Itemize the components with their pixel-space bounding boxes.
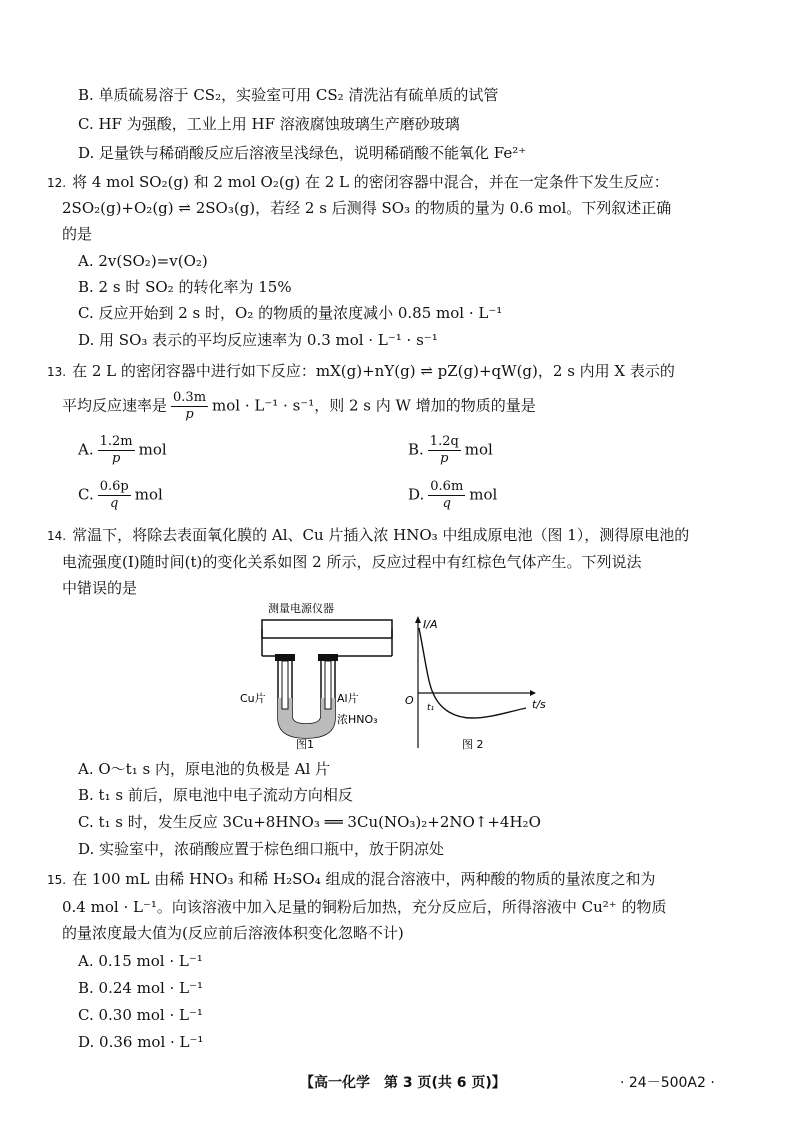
q13-b-unit: mol xyxy=(464,440,493,459)
q11-option-c: C. HF 为强酸，工业上用 HF 溶液腐蚀玻璃生产磨砂玻璃 xyxy=(78,115,460,133)
footer-page-info: 【高一化学 第 3 页(共 6 页)】 xyxy=(300,1075,506,1091)
q13-c-unit: mol xyxy=(134,485,163,504)
cu-label: Cu片 xyxy=(240,692,266,705)
q13-stem-text1: 在 2 L 的密闭容器中进行如下反应：mX(g)+nY(g) ⇌ pZ(g)+qW(g)，2 s 内用 X 表示的 xyxy=(72,362,675,380)
footer-code: · 24－500A2 · xyxy=(620,1075,715,1091)
q13-number: 13. xyxy=(47,365,67,379)
q13-a-fraction xyxy=(98,434,135,467)
q13-option-c xyxy=(78,479,163,512)
cu-electrode xyxy=(282,661,288,709)
q13-b-fraction xyxy=(428,434,461,467)
q14-stem-line2: 电流强度(I)随时间(t)的变化关系如图 2 所示，反应过程中有红棕色气体产生。下列说法 xyxy=(62,553,642,571)
t1-label: t₁ xyxy=(427,703,435,713)
figure-2-caption: 图 2 xyxy=(462,738,484,751)
q14-stem-line1 xyxy=(47,524,689,547)
q13-rate-numerator: 0.3m xyxy=(173,390,207,405)
al-label: Al片 xyxy=(337,692,359,705)
i-axis-label: I/A xyxy=(423,618,438,631)
q13-d-num: 0.6m xyxy=(430,479,464,494)
q13-c-label: C. xyxy=(78,485,94,504)
current-curve xyxy=(419,628,526,718)
al-electrode xyxy=(325,661,331,709)
u-tube-inner xyxy=(292,661,321,724)
t-axis-arrow xyxy=(530,690,536,696)
q15-number: 15. xyxy=(47,873,67,887)
acid-label: 浓HNO₃ xyxy=(337,713,378,726)
q15-stem-line2: 0.4 mol · L⁻¹。向该溶液中加入足量的铜粉后加热，充分反应后，所得溶液中 Cu²⁺ 的物质 xyxy=(62,898,667,916)
q13-c-den: q xyxy=(110,496,119,511)
q14-option-d: D. 实验室中，浓硝酸应置于棕色细口瓶中，放于阴凉处 xyxy=(78,840,445,858)
q13-d-fraction xyxy=(428,479,465,512)
q13-a-num: 1.2m xyxy=(99,434,133,449)
instrument-label: 测量电源仪器 xyxy=(268,602,334,615)
q12-number: 12. xyxy=(47,176,67,190)
q12-stem-line1 xyxy=(47,171,669,194)
q13-option-a xyxy=(78,434,167,467)
q15-stem-line3: 的量浓度最大值为(反应前后溶液体积变化忽略不计) xyxy=(62,924,404,942)
left-stopper xyxy=(275,654,295,661)
q13-stem-line2 xyxy=(62,390,536,423)
q13-c-fraction xyxy=(98,479,131,512)
q13-d-den: q xyxy=(442,496,451,511)
q13-b-num: 1.2q xyxy=(429,434,459,449)
q13-rate-denominator: p xyxy=(185,407,194,422)
q14-stem-text1: 常温下，将除去表面氧化膜的 Al、Cu 片插入浓 HNO₃ 中组成原电池（图 1），测得原电池的 xyxy=(72,526,690,544)
q15-option-b: B. 0.24 mol · L⁻¹ xyxy=(78,979,203,997)
q14-stem-line3: 中错误的是 xyxy=(62,579,138,597)
q14-option-c: C. t₁ s 时，发生反应 3Cu+8HNO₃ ══ 3Cu(NO₃)₂+2NO↑+4H₂O xyxy=(78,813,541,831)
q13-rate-fraction xyxy=(171,390,208,423)
q14-option-b: B. t₁ s 前后，原电池中电子流动方向相反 xyxy=(78,786,353,804)
q12-option-a: A. 2v(SO₂)=v(O₂) xyxy=(78,252,208,270)
q15-option-c: C. 0.30 mol · L⁻¹ xyxy=(78,1006,203,1024)
q12-option-b: B. 2 s 时 SO₂ 的转化率为 15% xyxy=(78,278,292,296)
figure-1-caption: 图1 xyxy=(296,738,314,751)
i-axis-arrow xyxy=(415,616,421,623)
q13-a-den: p xyxy=(111,451,121,466)
q13-b-label: B. xyxy=(408,440,424,459)
q12-option-c: C. 反应开始到 2 s 时，O₂ 的物质的量浓度减小 0.85 mol · L⁻¹ xyxy=(78,304,503,322)
q13-d-label: D. xyxy=(408,485,425,504)
q14-figures xyxy=(240,598,546,758)
instrument-box xyxy=(262,620,392,638)
q15-option-a: A. 0.15 mol · L⁻¹ xyxy=(78,952,203,970)
q14-number: 14. xyxy=(47,529,67,543)
q13-option-b xyxy=(408,434,493,467)
q12-option-d: D. 用 SO₃ 表示的平均反应速率为 0.3 mol · L⁻¹ · s⁻¹ xyxy=(78,331,438,349)
q13-d-unit: mol xyxy=(469,485,498,504)
q15-stem-text1: 在 100 mL 由稀 HNO₃ 和稀 H₂SO₄ 组成的混合溶液中，两种酸的物质的量浓度之和为 xyxy=(72,870,656,888)
q13-b-den: p xyxy=(440,451,449,466)
q13-c-num: 0.6p xyxy=(99,479,129,494)
figure-1 xyxy=(240,601,392,751)
q13-stem-pre: 平均反应速率是 xyxy=(62,396,168,415)
q13-a-label: A. xyxy=(78,440,94,459)
origin-label: O xyxy=(405,694,414,707)
q11-option-b: B. 单质硫易溶于 CS₂，实验室可用 CS₂ 清洗沾有硫单质的试管 xyxy=(78,86,499,104)
q13-option-d xyxy=(408,479,497,512)
q11-option-d: D. 足量铁与稀硝酸反应后溶液呈浅绿色，说明稀硝酸不能氧化 Fe²⁺ xyxy=(78,144,527,162)
figure-2 xyxy=(405,616,546,751)
q13-stem-line1 xyxy=(47,360,675,383)
q15-option-d: D. 0.36 mol · L⁻¹ xyxy=(78,1033,204,1051)
q12-stem-line3: 的是 xyxy=(62,225,93,243)
q13-a-unit: mol xyxy=(138,440,167,459)
q13-stem-post: mol · L⁻¹ · s⁻¹，则 2 s 内 W 增加的物质的量是 xyxy=(212,396,536,415)
q12-stem-text1: 将 4 mol SO₂(g) 和 2 mol O₂(g) 在 2 L 的密闭容器中混合，并在一定条件下发生反应： xyxy=(72,173,669,191)
q15-stem-line1 xyxy=(47,868,656,891)
q12-stem-line2: 2SO₂(g)+O₂(g) ⇌ 2SO₃(g)，若经 2 s 后测得 SO₃ 的物质的量为 0.6 mol。下列叙述正确 xyxy=(62,199,672,217)
right-stopper xyxy=(318,654,338,661)
t-axis-label: t/s xyxy=(532,698,546,711)
q14-option-a: A. O～t₁ s 内，原电池的负极是 Al 片 xyxy=(78,760,331,778)
